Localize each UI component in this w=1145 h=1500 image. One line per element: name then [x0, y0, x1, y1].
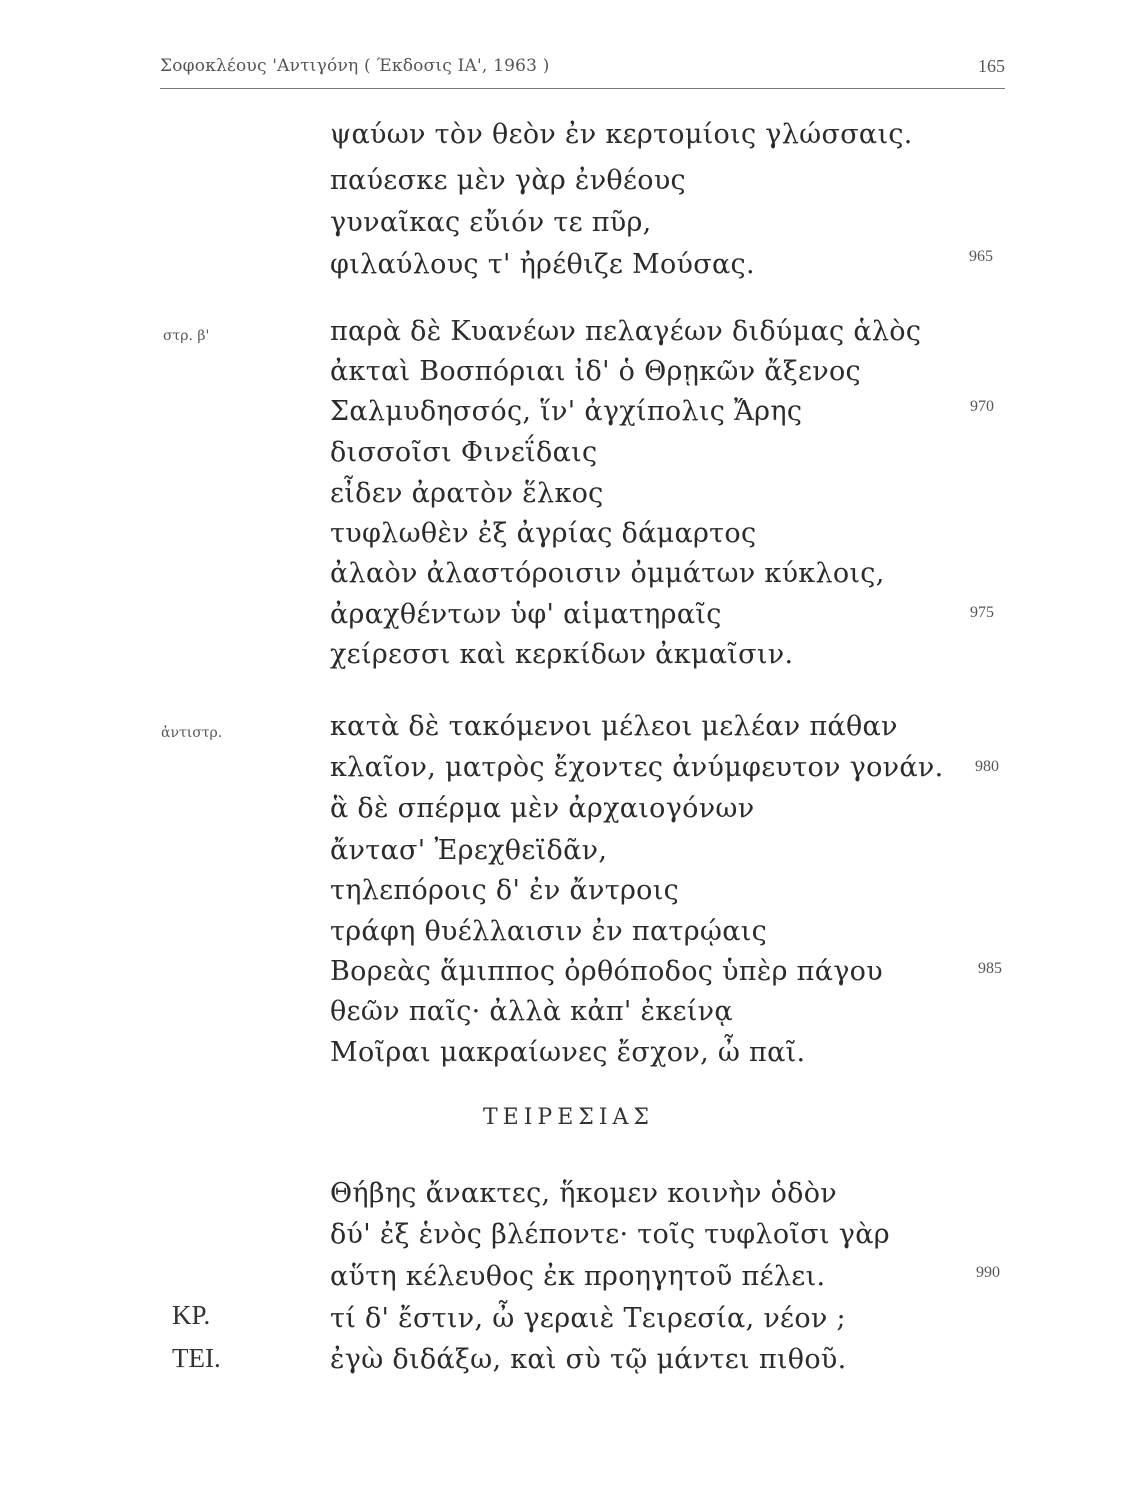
verse-line: δισσοῖσι Φινεΐδαις — [330, 437, 598, 468]
running-title: Σοφοκλέους 'Αντιγόνη ( Έκδοσις ΙΑ', 1963 ) — [160, 56, 550, 76]
speaker-label-tei: ΤΕΙ. — [172, 1343, 221, 1373]
line-number: 970 — [970, 398, 994, 415]
running-header — [160, 56, 1005, 82]
line-number: 990 — [976, 1264, 1000, 1281]
verse-line: χείρεσσι καὶ κερκίδων ἀκμαῖσιν. — [330, 639, 794, 670]
line-number: 985 — [978, 960, 1002, 977]
verse-line: δύ' ἐξ ἑνὸς βλέποντε· τοῖς τυφλοῖσι γὰρ — [330, 1219, 890, 1250]
header-rule — [160, 88, 1005, 89]
verse-line: παρὰ δὲ Κυανέων πελαγέων διδύμας ἁλὸς — [330, 316, 922, 347]
verse-line: ἀκταὶ Βοσπόριαι ἰδ' ὁ Θρῃκῶν ἄξενος — [330, 356, 861, 387]
antistrophe-label: ἀντιστρ. — [161, 725, 223, 741]
verse-line: τί δ' ἔστιν, ὦ γεραιὲ Τειρεσία, νέον ; — [330, 1303, 846, 1334]
speaker-label-kr: ΚΡ. — [172, 1300, 211, 1330]
verse-line: Σαλμυδησσός, ἵν' ἀγχίπολις Ἄρης — [330, 396, 803, 427]
verse-line: κατὰ δὲ τακόμενοι μέλεοι μελέαν πάθαν — [330, 711, 898, 742]
line-number: 965 — [969, 248, 993, 265]
strophe-label: στρ. β' — [163, 328, 210, 344]
verse-line: ἐγὼ διδάξω, καὶ σὺ τῷ μάντει πιθοῦ. — [330, 1344, 847, 1375]
verse-line: εἶδεν ἀρατὸν ἕλκος — [330, 478, 604, 509]
verse-line: φιλαύλους τ' ἠρέθιζε Μούσας. — [330, 249, 755, 280]
line-number: 975 — [970, 604, 994, 621]
verse-line: θεῶν παῖς· ἀλλὰ κἀπ' ἐκείνᾳ — [330, 996, 733, 1027]
verse-line: τηλεπόροις δ' ἐν ἄντροις — [330, 875, 679, 906]
verse-line: ἄντασ' Ἐρεχθεϊδᾶν, — [330, 835, 608, 866]
page-number: 165 — [978, 56, 1005, 76]
verse-line: ἃ δὲ σπέρμα μὲν ἀρχαιογόνων — [330, 793, 755, 824]
verse-line: τυφλωθὲν ἐξ ἀγρίας δάμαρτος — [330, 518, 757, 549]
verse-line: παύεσκε μὲν γὰρ ἐνθέους — [330, 165, 686, 196]
verse-line: γυναῖκας εὔιόν τε πῦρ, — [330, 207, 652, 238]
verse-line: ἀλαὸν ἀλαστόροισιν ὀμμάτων κύκλοις, — [330, 558, 885, 589]
speaker-heading: ΤΕΙΡΕΣΙΑΣ — [483, 1105, 654, 1130]
line-number: 980 — [975, 758, 999, 775]
verse-line: Θήβης ἄνακτες, ἥκομεν κοινὴν ὁδὸν — [330, 1178, 837, 1209]
verse-line: κλαῖον, ματρὸς ἔχοντες ἀνύμφευτον γονάν. — [330, 752, 944, 783]
verse-line: ψαύων τὸν θεὸν ἐν κερτομίοις γλώσσαις. — [330, 119, 913, 150]
verse-line: ἀραχθέντων ὑφ' αἱματηραῖς — [330, 599, 722, 630]
verse-line: τράφη θυέλλαισιν ἐν πατρῴαις — [330, 916, 768, 947]
verse-line: αὕτη κέλευθος ἐκ προηγητοῦ πέλει. — [330, 1261, 826, 1292]
verse-line: Βορεὰς ἅμιππος ὀρθόποδος ὑπὲρ πάγου — [330, 956, 883, 987]
verse-line: Μοῖραι μακραίωνες ἔσχον, ὦ παῖ. — [330, 1037, 806, 1068]
